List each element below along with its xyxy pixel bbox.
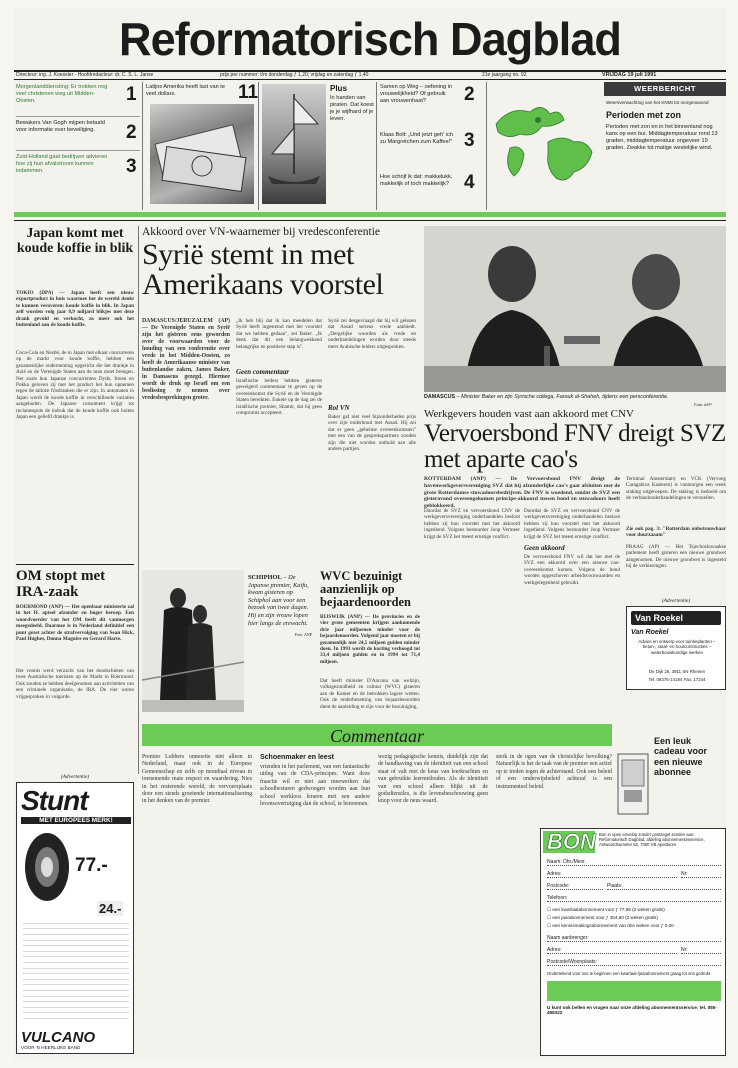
syria-headline[interactable]: Syrië stemt in met Amerikaans voorstel	[142, 238, 384, 301]
commentaar-bar	[142, 724, 612, 746]
commentaar-heading: Schoenmaker en leest	[260, 754, 334, 761]
weather-box	[604, 82, 726, 210]
tyre-image	[23, 831, 71, 903]
commentaar-col4: sterk in de ogen van de christelijke bevolking? Natuurlijk is het de taak van de premier een actief op te treden tegen de achterstand. Ook een beleid of een onderwijsbeleid achteraf is een instrumenteel beleid.	[496, 754, 612, 790]
ad-stunt-brand: VULCANO	[21, 1029, 96, 1046]
japan-lead: TOKIO (DPA) — Japan heeft een nieuw exportproduct in huis waarmee het de wereld denkt te kunnen veroveren: koude koffie in blik. In Japan zelf worden volg jaar 8,9 miljard blikjes met deze drank gevuld en verkocht, zo meer ook het buitenland aan de koude koffie.	[16, 290, 134, 329]
schiphol-photo	[142, 570, 244, 712]
om-headline[interactable]: OM stopt met IRA-zaak	[16, 568, 106, 600]
masthead-info-right: 21e jaargang no. 92	[482, 72, 527, 78]
fnv-body2: De vervoersbond FNV wil dat het met de SVZ een akkoord over een nieuwe cao-overeenkomst komen. Volgens de bond worden opgeschoven arbeidsvoorwaarden en werkgelegenheid gebruikt.	[524, 554, 620, 586]
fnv-headline[interactable]: Vervoersbond FNV dreigt SVZ met aparte cao's	[424, 420, 726, 473]
bon-label: BON	[547, 829, 596, 854]
gift-icon	[614, 728, 652, 828]
index-item-text: Bewakers Van Gogh mijpen betaald voor informatie over beveiliging.	[16, 120, 105, 133]
caption-text: – Minister Baker en zijn Syrische collega, Farouk al-Shaheh, tijdens een persconferentie.	[456, 394, 669, 400]
syria-article	[142, 226, 416, 566]
gift-illustration	[614, 728, 652, 828]
om-body: Het vonnis werd verzacht van het doodschieten van twee Australische toeristen op de Markt in Roermond. Ook zouden ze hebben deelgenomen aan activiteiten van een criminele organisatie, de IRA. De vier waren vrijgesproken in volgorde.	[16, 668, 134, 700]
commentaar-col1: Premier Lubbers onmoette niet alleen in Nederland, maar ook in de Europese Gemeenschap en zelfs op mondiaal niveau in toenemende mate respect en waardering. Nies in het resterende wereld, de vervoersplaats door een steeds groeiende internationalisering in het denken van de premier.	[142, 754, 252, 805]
fnv-side: Terminal Amsterdam) en VCK (Vervoeg Caragahrus Kasteren) is vanmorgen een week staking uitgeroepen. De staking is bedoeld om de verbandonderhandelingen te versnellen.	[626, 476, 726, 502]
index-col4-item-1[interactable]: Samen op Weg – oefening in vrouwelijkheid? Of gebruik aan vrouwenhaat?	[380, 84, 453, 104]
bon-option-2[interactable]: ☐ een jaarabonnement voor ƒ 304,60 (2 weken gratis)	[547, 915, 658, 920]
index-item-3[interactable]	[16, 154, 112, 175]
syria-lead: DAMASCUS/JERUZALEM (AP) — De Verenigde Staten en Syrië zijn het gisteren eens geworden over de voorwaarden voor de houding van een conferentie over vrede in het Midden-Oosten, zo heeft de Amerikaanse minister van buitenlandse zaken, James Baker, in Damascus gezegd. Hiermee wordt de druk op Israël om een beslissing te nemen over vredesbesprekingen groter.	[142, 318, 230, 401]
fnv-lead: ROTTERDAM (ANP) — De Vervoersbond FNV dreigt de havenwerkgeversvereniging SVZ dat hij afzonderlijke cao's gaat afsluiten met de grote Rotterdamse stuwadoorsbedrijven. De FNV is woedend, omdat de SVZ een gisteravond overeengekomen principe-akkoord tussen bond en stuwadoors heeft geblokkeerd.	[424, 476, 620, 510]
fnv-sub: Geen akkoord	[524, 544, 565, 552]
schiphol-caption-name: SCHIPHOL	[248, 574, 282, 581]
fnv-body2-top	[524, 508, 620, 540]
ad-vanroekel[interactable]	[626, 598, 726, 690]
ad-stunt-price: 77.-	[75, 855, 108, 876]
index-col4-num: 4	[464, 172, 475, 193]
ad-frame	[626, 606, 726, 690]
index-item-num: 1	[126, 84, 137, 105]
index-item-num: 2	[126, 122, 137, 143]
masthead-title: Reformatorisch Dagblad	[119, 13, 621, 65]
japan-body: Coca-Cola en Nestlé, de in Japan met elkaar concurreren op de markt voor koude koffie, hebben een gezamenlijke onderneming opgericht die het drankje in Azië en de Verenigde Staten aan de man moet brengen. Net zoals hun Japanse concurrenten Dydo, Ittoen en Pokka geloven zij met het product het hun opnemen tegen de talloze frisdranken die er zijn. In automaten in Japan wordt de koude koffie in verschillende variaties aangeboden. De Japanse consument krijgt tot reclamespots de indruk dat de koude koffie ook buiten Japan een geliefd drankje is.	[16, 350, 134, 421]
bon-field-address[interactable]: Adres:	[547, 871, 677, 878]
index-strip	[14, 82, 726, 222]
bon-option-text: een kennismakingsabonnement van drie weken voor ƒ 0,00	[552, 923, 674, 928]
wvc-body: Dat heeft minister D'Ancona van welzijn, volksgezondheid en cultuur (WVC) gisteren aan de Kamer en de betrokken lagere wetten. Ook de onderbezetting van bejaardenoorden dient de aanleiding te zijn voor de bezuiniging.	[320, 678, 420, 710]
weather-text: Perioden met zon en in het binnenland nog kans op een bui. Middagtemperatuur rond 13 graden, middagtemperatuur ongeveer 19 graden. Zwakke tot matige westelijke wind.	[606, 124, 718, 151]
ad-stunt-frame	[16, 782, 134, 1054]
weather-map	[490, 84, 600, 206]
ad-stunt-brand-sub: VOOR 'N HEERLIJKE BAND	[21, 1045, 81, 1050]
commentaar-col3: wezig pedagogische kennis, duidelijk zijn dat de handhaving van de identiteit van een school staat of valt met de keus van leerkrachten en van gebruikte leermethoden. Als de identiteit van een school alleen blijkt uit de godsdienstles, is die levensbeschouwing geen knop voor de neus waard.	[378, 754, 488, 805]
index-col3-title: Plus	[330, 84, 347, 93]
index-col1	[16, 82, 140, 210]
bon-field-postcode[interactable]: Postcode:	[547, 883, 603, 890]
masthead-date: VRIJDAG 19 juli 1991	[602, 72, 657, 78]
bon-sign: Ondertekend voor ons te beginnen een kwartaal-/jaarabonnement graag tot ons gedrukt	[547, 971, 710, 976]
index-col4-item-2[interactable]: Klaas Bolt: „Und jetzt geh' ich zu Margretchen zum Kaffee!"	[380, 132, 453, 145]
syria-col3: Syrië zei desgevraagd dat hij wil gelezen dat Assad serieus vrede aanbiedt. „Dergelijke woorden als vrede en onderhandelingen worden door steeds meer Arabische leiders uitgesproken.	[328, 318, 416, 350]
ship-illustration	[262, 84, 326, 204]
index-item-1[interactable]	[16, 84, 112, 105]
bon-gift-options	[547, 981, 721, 1001]
ad-stunt[interactable]	[16, 774, 134, 1056]
syria-sub2: Rol VN	[328, 404, 350, 412]
wvc-lead: RIJSWIJK (ANP) — De provincies en de vier grote gemeenten krijgen aankomende drie jaar miljoenen minder voor de bejaardenoorden. Volgend jaar moeten er bij gezamenlijk met 24,5 miljoen gulden minder doen. In 1993 wordt de korting verhoogd tot 33,4 miljoen gulden en in 1994 tot 71,4 miljoen.	[320, 614, 420, 665]
wvc-article	[320, 570, 420, 718]
bon-field-adres2[interactable]: Adres:	[547, 947, 677, 954]
index-item-text: Zuid-Holland gaat bedrijven advieren hoe zij hun afvalstroom kunnen indammen.	[16, 154, 108, 174]
weather-sub: Weersverwachting van het KNMI tot morgenavond	[606, 100, 709, 105]
syria-sub1: Geen commentaar	[236, 368, 290, 376]
index-item-2[interactable]	[16, 120, 112, 134]
om-article	[16, 568, 134, 768]
commentaar-col2: vrienden in het parlement, van een fantastische uitleg van de CDA-principes. Want deze fraactie wil er niet aan meewerken dat schoolbesturen gedwongen worden aan hun school werkloos leraren met een andere levensovertuiging dan de school, te benoemen.	[260, 764, 370, 808]
japan-article	[16, 226, 134, 562]
tyre-illustration	[23, 831, 71, 903]
schiphol-caption	[248, 574, 312, 639]
masthead-info-left: Directeur: ing. J. Koessler - Hoofdredacteur: dr. C. S. L. Janse	[16, 72, 154, 78]
syria-col2b: Israëlische leiders hebben gisteren geweigerd commentaar te geven op de overeenkomst die Syrië en de Verenigde Staten bereikten. Enkele op de dag zei de Israëlische premier, Shamir, dat hij geen compromis accepteert.	[236, 378, 322, 417]
ad-logo-bar	[631, 611, 721, 625]
bon-field-nr[interactable]: Nr:	[681, 871, 721, 878]
schiphol-credit: Foto: ANP	[294, 632, 312, 638]
weather-header: WEERBERICHT	[604, 82, 726, 96]
photo-credit: Foto: AFP	[694, 402, 712, 407]
world-map-illustration	[490, 84, 600, 206]
index-item-text: Morgenlanddiensting: Er trokken nog veel christenen weg uit Midden-Oosten.	[16, 84, 108, 104]
index-col4-item-3[interactable]: Hoe schrijf ik dat: makkelukk, makkelijk of toch makkelijk?	[380, 174, 453, 187]
bon-field-telefoon[interactable]: Telefoon:	[547, 895, 721, 902]
ad-stunt-list	[23, 923, 129, 1023]
index-col4-num: 3	[464, 130, 475, 151]
ad-stunt-headline: Stunt	[21, 785, 88, 816]
pirate-ship-photo	[262, 84, 326, 204]
index-col2-num: 11	[238, 82, 259, 103]
commentaar-title: Commentaar	[330, 726, 424, 746]
money-photo	[150, 104, 254, 204]
bon-field-nr2[interactable]: Nr:	[681, 947, 721, 954]
japan-headline[interactable]: Japan komt met koude koffie in blik	[16, 226, 134, 256]
syria-col2: „Ik heb blij dat ik kan meedelen dat Syrië heeft ingestemd met het voorstel dat we hebben gedaan", zei Baker. „Ik denk dat dit een belangwekkend belangrijke en positieve stap is".	[236, 318, 322, 350]
index-col2-text[interactable]: Latijns Amerika heeft last van te veel dollars.	[146, 84, 225, 97]
photo-caption	[424, 394, 726, 400]
bon-option-3[interactable]: ☐ een kennismakingsabonnement van drie weken voor ƒ 0,00	[547, 923, 674, 928]
index-item-num: 3	[126, 156, 137, 177]
ad-address: De Dijk 26, 3911 SN Rhenen	[648, 669, 706, 674]
ad-stunt-sub: MET EUROPEES MERK!	[21, 817, 131, 824]
om-lead: ROERMOND (ANP) — Het openbaar ministerie zal in het H. apteel afzonder en hoger beroep. Een woordvoerder van het OM heeft dit vanmorgen meegedeeld. Daarmee is in Nederland definitief een punt gezet achter de strafvervolging van Sean Hick, Paul Hughes, Donna Maguire en Gerard Harte.	[16, 604, 134, 643]
fnv-side-ref[interactable]: Zie ook pag. 3: "Rotterdam onbetrouwbaar voor duurzaaam"	[626, 526, 726, 539]
bon-field-plaats[interactable]: Plaats:	[607, 883, 721, 890]
bon-field-name[interactable]: Naam: Dhr./Mevr.	[547, 859, 721, 866]
bon-field-woonplaats[interactable]: Postcode/Woonplaats:	[547, 959, 721, 966]
index-col4-num: 2	[464, 84, 475, 105]
fnv-side2: PRAAG (AP) — Het Tsjechoslowaakse parlement heeft gisteren een nieuwe grondwet aangenomen. De nieuwe grondwet is ingesteld bij de verkiezingen.	[626, 544, 726, 570]
ad-stunt-label: (Advertentie)	[60, 774, 90, 780]
schiphol-caption-text: – De Japanse premier, Kaifu, kwam gisteren op Schiphol aan voor een bezoek van twee dagen. Hij en zijn vrouw lopen hier langs de erewacht.	[248, 574, 309, 627]
ad-phone: Tel. 08376-14184 Fax: 17244	[648, 677, 706, 682]
bon-footer: U kunt ook bellen en vragen naar onze afdeling abonnementsservice: tel. 055-496322	[547, 1005, 717, 1015]
bon-field-aanbrenger[interactable]: Naam aanbrenger:	[547, 935, 721, 942]
bon-option-1[interactable]: ☐ een kwartaalabonnement voor ƒ 77,65 (2 weken gratis)	[547, 907, 665, 912]
syria-kicker: Akkoord over VN-waarnemer bij vredesconferentie	[142, 226, 380, 238]
bon-option-text: een kwartaalabonnement voor ƒ 77,65 (2 weken gratis)	[552, 907, 665, 912]
bon-side-title: Een leuk cadeau voor een nieuwe abonnee	[654, 736, 708, 778]
ad-label: (Advertentie)	[661, 598, 691, 604]
fnv-body2-a: Doordat de SVZ en vervoersbond CNV de werkgeversvereniging onderhandelen besloot hebben zij hun voorstel met het akkoord ingediend. Volgens bestuurder Joop Vermeer krijgt de SVZ het meest ernstige conflict.	[524, 508, 620, 540]
bon-option-text: een jaarabonnement voor ƒ 304,60 (2 weken gratis)	[552, 915, 658, 920]
newspaper-page	[14, 8, 726, 1060]
fnv-body: Doordat de SVZ en vervoersbond CNV de werkgeversvereniging onderhandelen besloot hebben zij hun voorstel met het akkoord ingediend. Volgens bestuurder Joop Vermeer krijgt de SVZ het meest ernstige conflict.	[424, 508, 520, 540]
schiphol-illustration	[142, 570, 244, 712]
wvc-headline[interactable]: WVC bezuinigt aanzienlijk op bejaardenoorden	[320, 569, 411, 609]
damascus-photo	[424, 226, 726, 392]
ad-brand: Van Roekel	[635, 613, 684, 623]
syria-col3b: Baker gaf niet veel bijzonderheden prijs over zijn onderhoud met Assad. Hij zei dat er geen „geheime overeenkomsten" met een van de gesprekspartners zouden zijn die niet worden onthuld aan alle andere partijen.	[328, 414, 416, 453]
green-divider	[14, 212, 726, 217]
ad-name: Van Roekel	[631, 629, 669, 636]
bon-form	[540, 828, 726, 1056]
index-col3-text[interactable]: In handen van piraten. Dat koest je je wijfhard of je leven.	[330, 95, 374, 122]
weather-title: Perioden met zon	[606, 110, 682, 120]
ad-stunt-price2: 24.-	[99, 901, 122, 916]
bon-label-box	[543, 831, 595, 853]
caption-name: DAMASCUS	[424, 394, 456, 400]
money-illustration	[150, 104, 254, 204]
ad-text: Advies en ontwerp voor tuinbeplanten – beton-, staal- en houtconstructies – waterbouwkundige werken	[638, 639, 716, 655]
bon-intro: Bon in open envelop zonder postzegel zenden aan: Reformatorisch Dagblad, afdeling abonnementenservice, Antwoordnummer 52, 7300 VB Apeldoorn	[599, 832, 705, 848]
fnv-kicker: Werkgevers houden vast aan akkoord met CNV	[424, 408, 634, 420]
masthead-info-mid: prijs per nummer: t/m donderdag ƒ 1,20; vrijdag en zaterdag ƒ 1,40	[220, 72, 369, 78]
press-conference-illustration	[424, 226, 726, 392]
